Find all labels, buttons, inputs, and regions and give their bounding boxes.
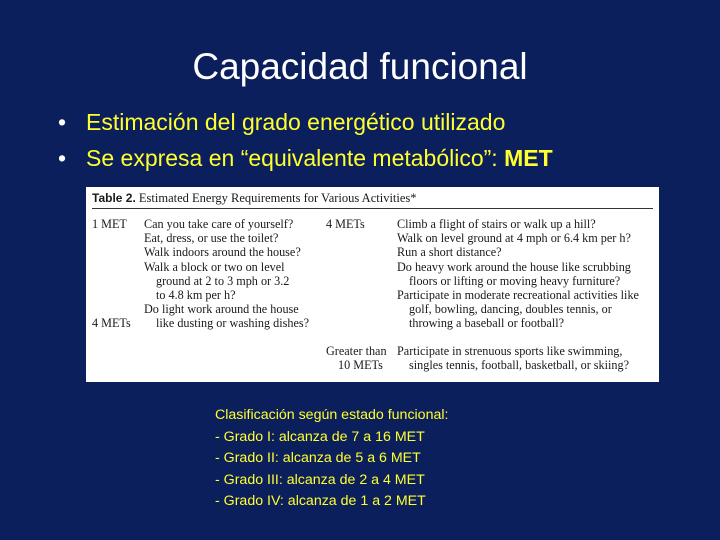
classification-heading: Clasificación según estado funcional: — [215, 407, 449, 423]
table-caption — [92, 190, 653, 209]
activity-line: Run a short distance? — [397, 245, 502, 260]
left-activity-list — [144, 217, 309, 331]
activity-line: floors or lifting or moving heavy furniture? — [409, 273, 621, 288]
classification-grade: - Grado III: alcanza de 2 a 4 MET — [215, 471, 425, 488]
activity-line: golf, bowling, dancing, doubles tennis, or — [409, 302, 612, 317]
right-activity-list-strenuous — [397, 344, 629, 372]
bullet-dot-icon: • — [58, 145, 67, 171]
met-label: 1 MET — [92, 217, 127, 231]
bullet-dot-icon: • — [58, 109, 67, 135]
right-activity-list — [397, 217, 639, 331]
slide-title: Capacidad funcional — [192, 46, 528, 87]
met-label-line: Greater than — [326, 344, 387, 358]
activity-line: throwing a baseball or football? — [409, 316, 565, 331]
activity-line: Participate in strenuous sports like swimming, — [397, 344, 623, 358]
activity-line: Eat, dress, or use the toilet? — [144, 231, 279, 246]
met-label: 4 METs — [92, 316, 131, 330]
activity-line: like dusting or washing dishes? — [156, 316, 310, 331]
bullet-item — [56, 108, 696, 136]
classification-grade: - Grado IV: alcanza de 1 a 2 MET — [215, 493, 426, 509]
bullet-bold-text: MET — [504, 145, 553, 171]
bullet-list — [56, 108, 696, 180]
activity-line: ground at 2 to 3 mph or 3.2 — [156, 273, 290, 288]
classification-grade: - Grado II: alcanza de 5 a 6 MET — [215, 450, 421, 466]
bullet-text: Estimación del grado energético utilizado — [86, 109, 506, 135]
bullet-item — [56, 144, 696, 172]
activity-line: Can you take care of yourself? — [144, 217, 294, 231]
activity-line: Participate in moderate recreational activities like — [397, 288, 639, 303]
table-label: Table 2. — [92, 191, 136, 205]
activity-line: Do light work around the house — [144, 302, 299, 317]
activity-line: Do heavy work around the house like scrubbing — [397, 259, 631, 274]
met-label-line: 10 METs — [338, 358, 383, 373]
activity-line: Climb a flight of stairs or walk up a hill? — [397, 217, 596, 231]
classification-grade: - Grado I: alcanza de 7 a 16 MET — [215, 428, 425, 445]
bullet-text: Se expresa en “equivalente metabólico”: — [86, 145, 505, 171]
activity-line: Walk on level ground at 4 mph or 6.4 km per h? — [397, 231, 631, 246]
met-label — [326, 344, 387, 372]
activity-line: to 4.8 km per h? — [156, 288, 236, 303]
activity-line: Walk indoors around the house? — [144, 245, 301, 260]
activity-line: singles tennis, football, basketball, or skiing? — [409, 358, 630, 373]
activity-line: Walk a block or two on level — [144, 259, 285, 274]
functional-classification — [215, 405, 635, 513]
energy-requirements-table — [86, 187, 659, 382]
met-label: 4 METs — [326, 217, 365, 231]
table-caption-text: Estimated Energy Requirements for Various Activities* — [138, 191, 417, 205]
